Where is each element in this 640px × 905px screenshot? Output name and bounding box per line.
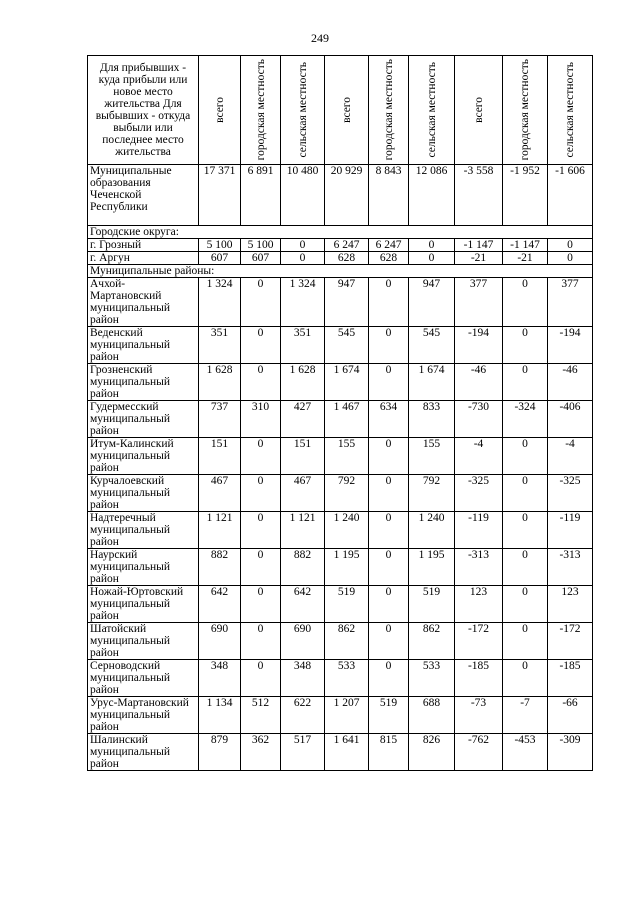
cell: 10 480	[281, 165, 325, 226]
cell: 0	[241, 278, 281, 327]
cell: 545	[325, 327, 369, 364]
cell: 947	[409, 278, 455, 327]
cell: 1 467	[325, 401, 369, 438]
cell: 0	[241, 475, 281, 512]
cell: 862	[409, 623, 455, 660]
cell: 0	[369, 438, 409, 475]
cell: 0	[369, 623, 409, 660]
cell: -309	[548, 734, 593, 771]
row-name: Серноводский муниципальный район	[88, 660, 199, 697]
cell: 628	[369, 252, 409, 265]
table-row	[88, 327, 593, 364]
header-col-total-net: всего	[455, 56, 503, 165]
cell: 642	[199, 586, 241, 623]
cell: -325	[548, 475, 593, 512]
cell: 0	[241, 438, 281, 475]
cell: -21	[455, 252, 503, 265]
row-name: Итум-Калинский муниципальный район	[88, 438, 199, 475]
cell: 1 195	[325, 549, 369, 586]
cell: -119	[455, 512, 503, 549]
row-name: Веденский муниципальный район	[88, 327, 199, 364]
table-row	[88, 438, 593, 475]
cell: 607	[241, 252, 281, 265]
cell: 467	[281, 475, 325, 512]
row-name: г. Грозный	[88, 239, 199, 252]
cell: 0	[503, 327, 548, 364]
cell: 351	[281, 327, 325, 364]
cell: 0	[503, 438, 548, 475]
cell: 0	[409, 239, 455, 252]
cell: 0	[369, 364, 409, 401]
cell: 151	[281, 438, 325, 475]
cell: 882	[199, 549, 241, 586]
row-name: Ачхой-Мартановский муниципальный район	[88, 278, 199, 327]
cell: 427	[281, 401, 325, 438]
table-row	[88, 660, 593, 697]
row-name: Курчалоевский муниципальный район	[88, 475, 199, 512]
table-row	[88, 239, 593, 252]
header-col-urban-in: городская местность	[241, 56, 281, 165]
section-row	[88, 265, 593, 278]
cell: 0	[503, 623, 548, 660]
table-row	[88, 475, 593, 512]
cell: -1 606	[548, 165, 593, 226]
cell: 0	[281, 252, 325, 265]
cell: 151	[199, 438, 241, 475]
row-name: Грозненский муниципальный район	[88, 364, 199, 401]
cell: -4	[455, 438, 503, 475]
cell: 0	[548, 239, 593, 252]
table-row	[88, 512, 593, 549]
cell: 533	[409, 660, 455, 697]
row-name: Наурский муниципальный район	[88, 549, 199, 586]
cell: 1 240	[409, 512, 455, 549]
cell: 0	[409, 252, 455, 265]
cell: -172	[455, 623, 503, 660]
cell: 348	[199, 660, 241, 697]
cell: 1 195	[409, 549, 455, 586]
cell: 792	[409, 475, 455, 512]
header-col-rural-in: сельская местность	[281, 56, 325, 165]
cell: 0	[241, 364, 281, 401]
header-col-urban-out: городская местность	[369, 56, 409, 165]
cell: 517	[281, 734, 325, 771]
cell: 826	[409, 734, 455, 771]
cell: -1 147	[503, 239, 548, 252]
cell: 155	[409, 438, 455, 475]
cell: 467	[199, 475, 241, 512]
cell: 815	[369, 734, 409, 771]
cell: 1 674	[409, 364, 455, 401]
cell: 0	[369, 586, 409, 623]
cell: 1 628	[281, 364, 325, 401]
header-col-urban-net: городская местность	[503, 56, 548, 165]
cell: 533	[325, 660, 369, 697]
cell: -185	[548, 660, 593, 697]
cell: 882	[281, 549, 325, 586]
cell: 123	[548, 586, 593, 623]
table-row	[88, 165, 593, 226]
header-col-rural-net: сельская местность	[548, 56, 593, 165]
cell: -730	[455, 401, 503, 438]
row-name: г. Аргун	[88, 252, 199, 265]
cell: 17 371	[199, 165, 241, 226]
row-name: Муниципальные образования Чеченской Республики	[88, 165, 199, 226]
cell: 0	[369, 512, 409, 549]
cell: 310	[241, 401, 281, 438]
cell: 155	[325, 438, 369, 475]
cell: 519	[325, 586, 369, 623]
cell: -453	[503, 734, 548, 771]
table-row	[88, 623, 593, 660]
cell: 0	[503, 278, 548, 327]
cell: 0	[369, 327, 409, 364]
cell: -1 952	[503, 165, 548, 226]
header-col-total-out: всего	[325, 56, 369, 165]
cell: 519	[409, 586, 455, 623]
cell: 0	[241, 586, 281, 623]
cell: 0	[503, 586, 548, 623]
cell: 0	[503, 364, 548, 401]
cell: 519	[369, 697, 409, 734]
cell: 377	[455, 278, 503, 327]
cell: -185	[455, 660, 503, 697]
section-label-district: Муниципальные районы:	[88, 265, 593, 278]
cell: 1 641	[325, 734, 369, 771]
cell: -762	[455, 734, 503, 771]
table-row	[88, 401, 593, 438]
cell: 0	[241, 660, 281, 697]
row-name: Надтеречный муниципальный район	[88, 512, 199, 549]
cell: 0	[241, 327, 281, 364]
cell: 0	[241, 549, 281, 586]
cell: -313	[548, 549, 593, 586]
cell: 8 843	[369, 165, 409, 226]
cell: -66	[548, 697, 593, 734]
cell: 1 207	[325, 697, 369, 734]
cell: 688	[409, 697, 455, 734]
cell: 879	[199, 734, 241, 771]
header-col-rural-out: сельская местность	[409, 56, 455, 165]
cell: 362	[241, 734, 281, 771]
cell: 5 100	[241, 239, 281, 252]
row-name: Гудермесский муниципальный район	[88, 401, 199, 438]
cell: 0	[241, 623, 281, 660]
cell: 1 134	[199, 697, 241, 734]
cell: 833	[409, 401, 455, 438]
cell: 12 086	[409, 165, 455, 226]
page-number: 249	[311, 31, 329, 45]
cell: -313	[455, 549, 503, 586]
header-row	[88, 56, 593, 165]
cell: 622	[281, 697, 325, 734]
cell: 6 247	[325, 239, 369, 252]
cell: 690	[199, 623, 241, 660]
cell: 642	[281, 586, 325, 623]
row-name: Урус-Мартановский муниципальный район	[88, 697, 199, 734]
cell: 1 324	[281, 278, 325, 327]
cell: 351	[199, 327, 241, 364]
cell: 0	[369, 660, 409, 697]
section-label-city: Городские округа:	[88, 226, 593, 239]
cell: -3 558	[455, 165, 503, 226]
cell: -46	[548, 364, 593, 401]
cell: 20 929	[325, 165, 369, 226]
row-name: Шатойский муниципальный район	[88, 623, 199, 660]
cell: 607	[199, 252, 241, 265]
cell: -46	[455, 364, 503, 401]
table-row	[88, 252, 593, 265]
cell: -324	[503, 401, 548, 438]
cell: 628	[325, 252, 369, 265]
cell: 947	[325, 278, 369, 327]
cell: -194	[455, 327, 503, 364]
cell: 6 247	[369, 239, 409, 252]
table-row	[88, 697, 593, 734]
cell: 1 121	[199, 512, 241, 549]
cell: 1 324	[199, 278, 241, 327]
cell: 0	[281, 239, 325, 252]
cell: 0	[503, 660, 548, 697]
cell: -73	[455, 697, 503, 734]
cell: 377	[548, 278, 593, 327]
cell: -4	[548, 438, 593, 475]
cell: 690	[281, 623, 325, 660]
cell: -1 147	[455, 239, 503, 252]
table-row	[88, 734, 593, 771]
cell: 0	[369, 475, 409, 512]
cell: 1 674	[325, 364, 369, 401]
cell: 0	[369, 549, 409, 586]
cell: 0	[241, 512, 281, 549]
cell: 348	[281, 660, 325, 697]
table-body	[88, 165, 593, 771]
cell: 545	[409, 327, 455, 364]
cell: 123	[455, 586, 503, 623]
cell: -194	[548, 327, 593, 364]
cell: 1 628	[199, 364, 241, 401]
table-row	[88, 586, 593, 623]
cell: 5 100	[199, 239, 241, 252]
cell: -325	[455, 475, 503, 512]
cell: -21	[503, 252, 548, 265]
cell: 6 891	[241, 165, 281, 226]
cell: 792	[325, 475, 369, 512]
header-col-total-in: всего	[199, 56, 241, 165]
table-row	[88, 278, 593, 327]
cell: 0	[503, 549, 548, 586]
cell: -406	[548, 401, 593, 438]
cell: 1 240	[325, 512, 369, 549]
cell: 0	[369, 278, 409, 327]
cell: -7	[503, 697, 548, 734]
cell: 737	[199, 401, 241, 438]
section-row	[88, 226, 593, 239]
row-name: Шалинский муниципальный район	[88, 734, 199, 771]
cell: 862	[325, 623, 369, 660]
table-row	[88, 364, 593, 401]
header-first-col: Для прибывших - куда прибыли или новое место жительства Для выбывших - откуда выбыли или последнее место жительства	[88, 56, 199, 165]
cell: 0	[503, 512, 548, 549]
cell: -119	[548, 512, 593, 549]
table-row	[88, 549, 593, 586]
cell: 0	[548, 252, 593, 265]
cell: 634	[369, 401, 409, 438]
cell: 1 121	[281, 512, 325, 549]
cell: 0	[503, 475, 548, 512]
migration-table	[87, 55, 593, 771]
cell: -172	[548, 623, 593, 660]
row-name: Ножай-Юртовский муниципальный район	[88, 586, 199, 623]
cell: 512	[241, 697, 281, 734]
